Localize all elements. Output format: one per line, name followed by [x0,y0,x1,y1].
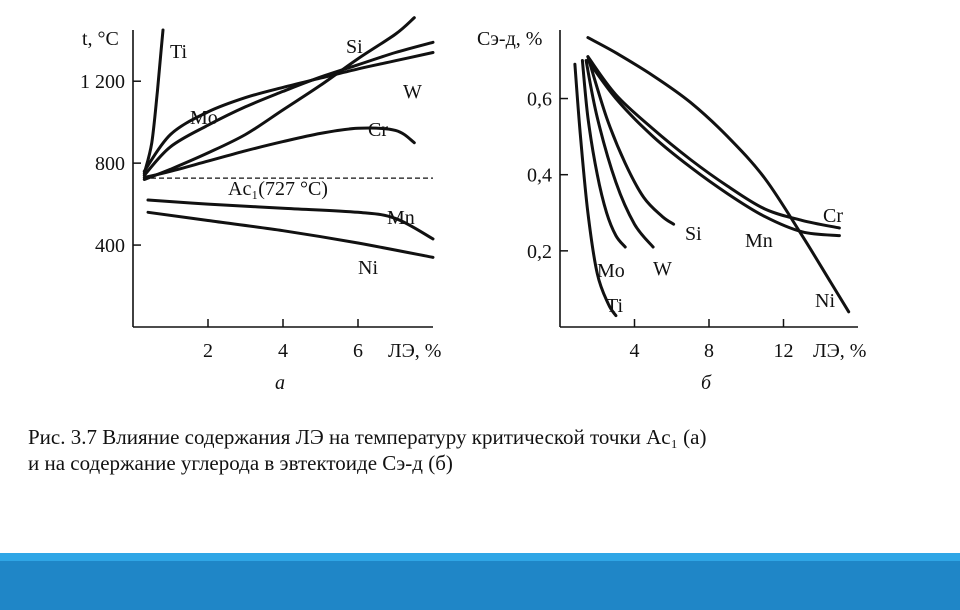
series-line-ti [144,30,163,173]
x-tick-label: 2 [203,340,213,362]
series-line-mo [144,53,433,172]
y-axis-label: t, °C [82,28,119,50]
series-label-mo: Mo [190,107,218,129]
x-tick-label: 8 [704,340,714,362]
series-label-w: W [653,258,672,280]
series-label-ti: Ti [170,41,188,63]
x-axis-label: ЛЭ, % [813,340,867,362]
panel-label: а [275,372,285,394]
chart-panel-a [80,18,441,394]
x-tick-label: 4 [629,340,640,362]
series-label-ni: Ni [815,290,835,312]
y-tick-label: 800 [95,153,125,176]
y-tick-label: 400 [95,235,125,258]
reference-line-label: Ac₁(727 °C) [228,178,328,200]
y-tick-label: 0,6 [527,88,552,111]
series-label-mn: Mn [745,230,773,252]
series-label-si: Si [346,36,363,58]
series-label-mn: Mn [387,207,415,229]
y-axis-label: Cэ-д, % [477,28,543,50]
footer-stripe [0,553,960,561]
y-tick-label: 1 200 [80,71,125,94]
series-label-si: Si [685,223,702,245]
series-label-ti: Ti [606,295,624,317]
series-label-cr: Cr [823,205,843,227]
series-line-cr [588,57,840,228]
series-line-ni [588,38,849,312]
x-tick-label: 12 [773,340,794,362]
caption-line-2: и на содержание углерода в эвтектоиде Cэ-д (б) [28,451,453,476]
chart-panel-b [477,28,866,394]
figure-caption [28,424,948,477]
y-tick-label: 0,2 [527,240,552,263]
panel-label: б [700,372,712,394]
series-label-ni: Ni [358,257,378,279]
x-tick-label: 6 [353,340,363,362]
series-label-mo: Mo [597,260,625,282]
footer-bar [0,553,960,610]
x-axis-label: ЛЭ, % [388,340,442,362]
series-label-cr: Cr [368,119,388,141]
caption-line-1: Рис. 3.7 Влияние содержания ЛЭ на температуру критической точки Ac₁ (a) [28,425,707,449]
x-tick-label: 4 [278,340,288,362]
series-label-w: W [403,81,422,103]
y-tick-label: 0,4 [527,164,552,187]
